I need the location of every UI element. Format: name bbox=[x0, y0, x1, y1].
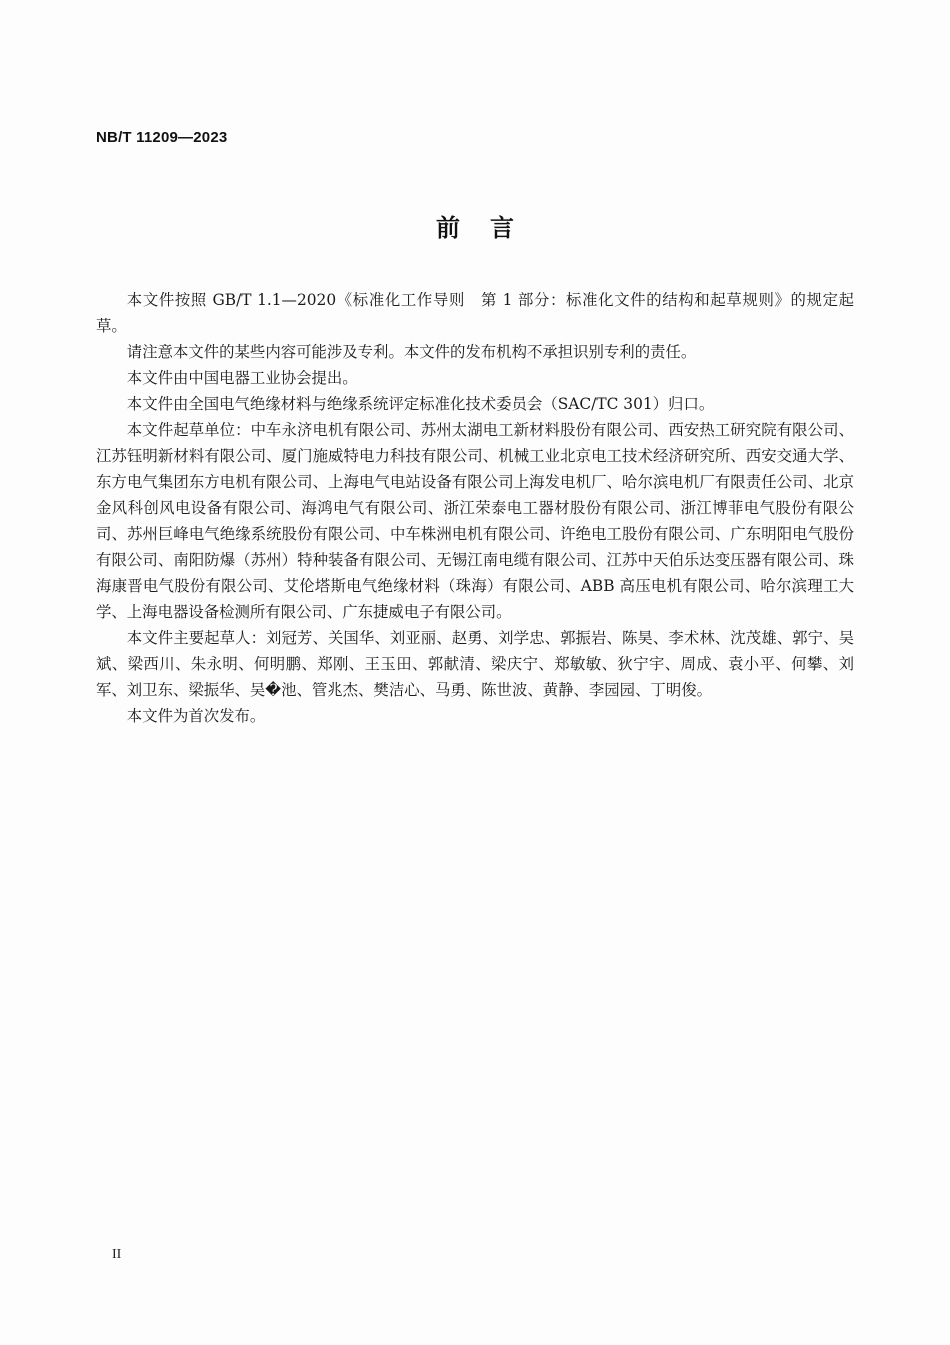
page-title: 前言 bbox=[436, 214, 544, 242]
paragraph-drafters: 本文件主要起草人：刘冠芳、关国华、刘亚丽、赵勇、刘学忠、郭振岩、陈昊、李术林、沈茂雄、郭宁、吴斌、梁西川、朱永明、何明鹏、郑刚、王玉田、郭献清、梁庆宁、郑敏敏、狄宁宇、周成、袁小平、何攀、刘军、刘卫东、梁振华、吴�池、管兆杰、樊洁心、马勇、陈世波、黄静、李园园、丁明俊。 bbox=[96, 629, 854, 699]
foreword-body bbox=[96, 287, 854, 729]
paragraph-proposer: 本文件由中国电器工业协会提出。 bbox=[126, 369, 358, 387]
page-number: II bbox=[112, 1247, 122, 1262]
paragraph-drafting-rules: 本文件按照 GB/T 1.1—2020《标准化工作导则 第 1 部分：标准化文件的结构和起草规则》的规定起草。 bbox=[96, 291, 854, 335]
standard-number: NB/T 11209—2023 bbox=[96, 129, 228, 146]
paragraph-committee: 本文件由全国电气绝缘材料与绝缘系统评定标准化技术委员会（SAC/TC 301）归口。 bbox=[126, 395, 715, 413]
paragraph-first-release: 本文件为首次发布。 bbox=[126, 707, 266, 725]
paragraph-drafting-units: 本文件起草单位：中车永济电机有限公司、苏州太湖电工新材料股份有限公司、西安热工研究院有限公司、江苏钰明新材料有限公司、厦门施威特电力科技有限公司、机械工业北京电工技术经济研究所、西安交通大学、东方电气集团东方电机有限公司、上海电气电站设备有限公司上海发电机厂、哈尔滨电机厂有限责任公司、北京金风科创风电设备有限公司、海鸿电气有限公司、浙江荣泰电工器材股份有限公司、浙江博菲电气股份有限公司、苏州巨峰电气绝缘系统股份有限公司、中车株洲电机有限公司、许绝电工股份有限公司、广东明阳电气股份有限公司、南阳防爆（苏州）特种装备有限公司、无锡江南电缆有限公司、江苏中天伯乐达变压器有限公司、珠海康晋电气股份有限公司、艾伦塔斯电气绝缘材料（珠海）有限公司、ABB 高压电机有限公司、哈尔滨理工大学、上海电器设备检测所有限公司、广东捷威电子有限公司。 bbox=[96, 421, 854, 621]
paragraph-patent-notice: 请注意本文件的某些内容可能涉及专利。本文件的发布机构不承担识别专利的责任。 bbox=[126, 343, 697, 361]
